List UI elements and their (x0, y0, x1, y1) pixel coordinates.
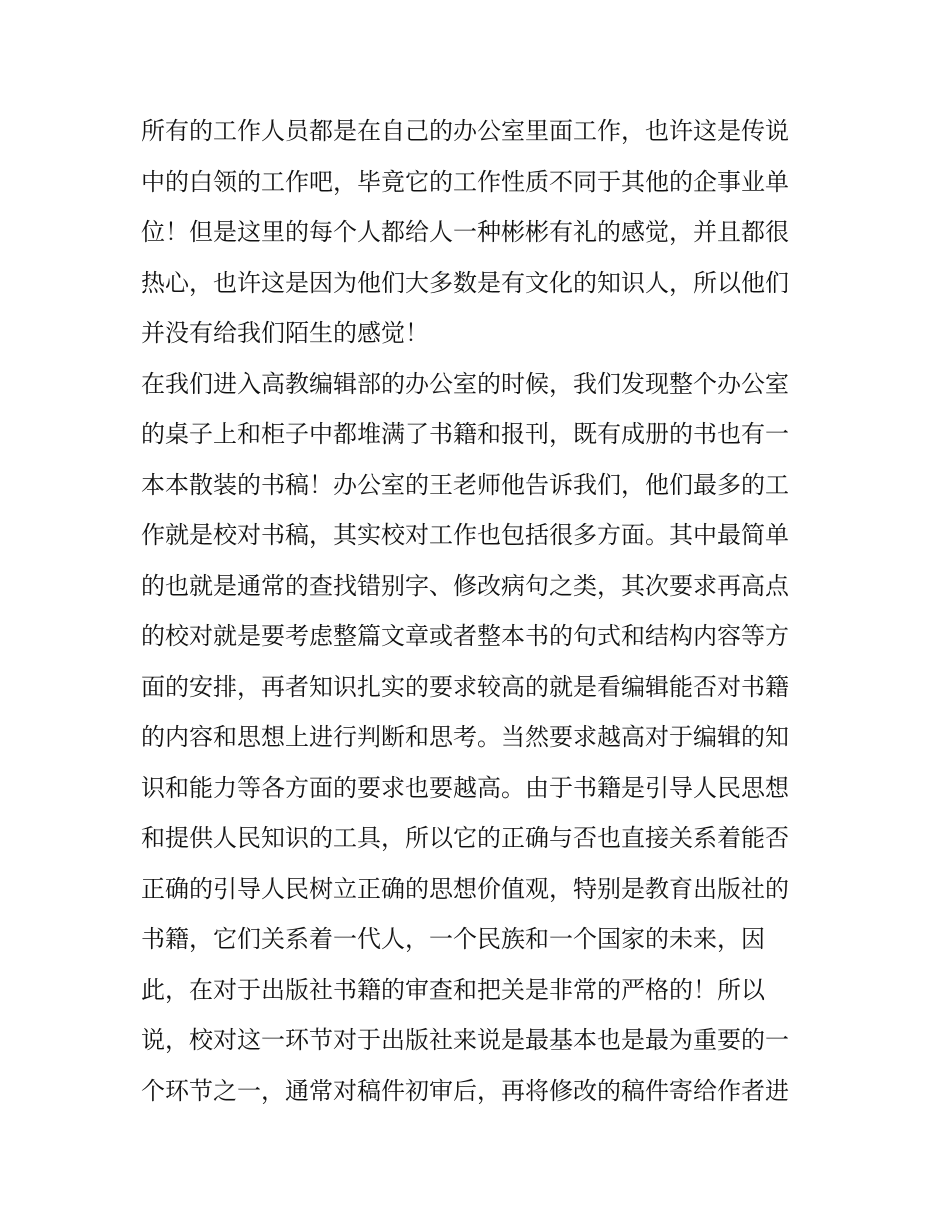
text-line: 在我们进入高教编辑部的办公室的时候，我们发现整个办公室 (141, 369, 789, 398)
text-line: 正确的引导人民树立正确的思想价值观，特别是教育出版社的 (141, 874, 789, 903)
text-line: 的内容和思想上进行判断和思考。当然要求越高对于编辑的知 (141, 723, 789, 751)
text-line: 中的白领的工作吧，毕竟它的工作性质不同于其他的企事业单 (141, 167, 789, 196)
text-line: 识和能力等各方面的要求也要越高。由于书籍是引导人民思想 (141, 773, 789, 802)
text-line: 面的安排，再者知识扎实的要求较高的就是看编辑能否对书籍 (141, 672, 789, 701)
body-text (141, 106, 813, 1116)
text-line: 个环节之一，通常对稿件初审后，再将修改的稿件寄给作者进 (141, 1076, 789, 1105)
text-line: 的校对就是要考虑整篇文章或者整本书的句式和结构内容等方 (141, 622, 789, 650)
text-line: 的桌子上和柜子中都堆满了书籍和报刊，既有成册的书也有一 (141, 420, 789, 448)
text-line: 位！但是这里的每个人都给人一种彬彬有礼的感觉，并且都很 (141, 218, 789, 246)
text-line: 和提供人民知识的工具，所以它的正确与否也直接关系着能否 (141, 824, 789, 852)
text-line: 书籍，它们关系着一代人，一个民族和一个国家的未来，因 (141, 925, 765, 953)
text-line: 热心，也许这是因为他们大多数是有文化的知识人，所以他们 (141, 268, 789, 297)
text-line: 此，在对于出版社书籍的审查和把关是非常的严格的！所以 (141, 975, 765, 1004)
text-line: 并没有给我们陌生的感觉！ (141, 319, 429, 347)
text-line: 本本散装的书稿！办公室的王老师他告诉我们，他们最多的工 (141, 470, 789, 499)
text-line: 作就是校对书稿，其实校对工作也包括很多方面。其中最简单 (141, 521, 789, 549)
text-line: 说，校对这一环节对于出版社来说是最基本也是最为重要的一 (141, 1026, 789, 1054)
text-line: 所有的工作人员都是在自己的办公室里面工作，也许这是传说 (141, 117, 789, 145)
text-line: 的也就是通常的查找错别字、修改病句之类，其次要求再高点 (141, 571, 789, 600)
